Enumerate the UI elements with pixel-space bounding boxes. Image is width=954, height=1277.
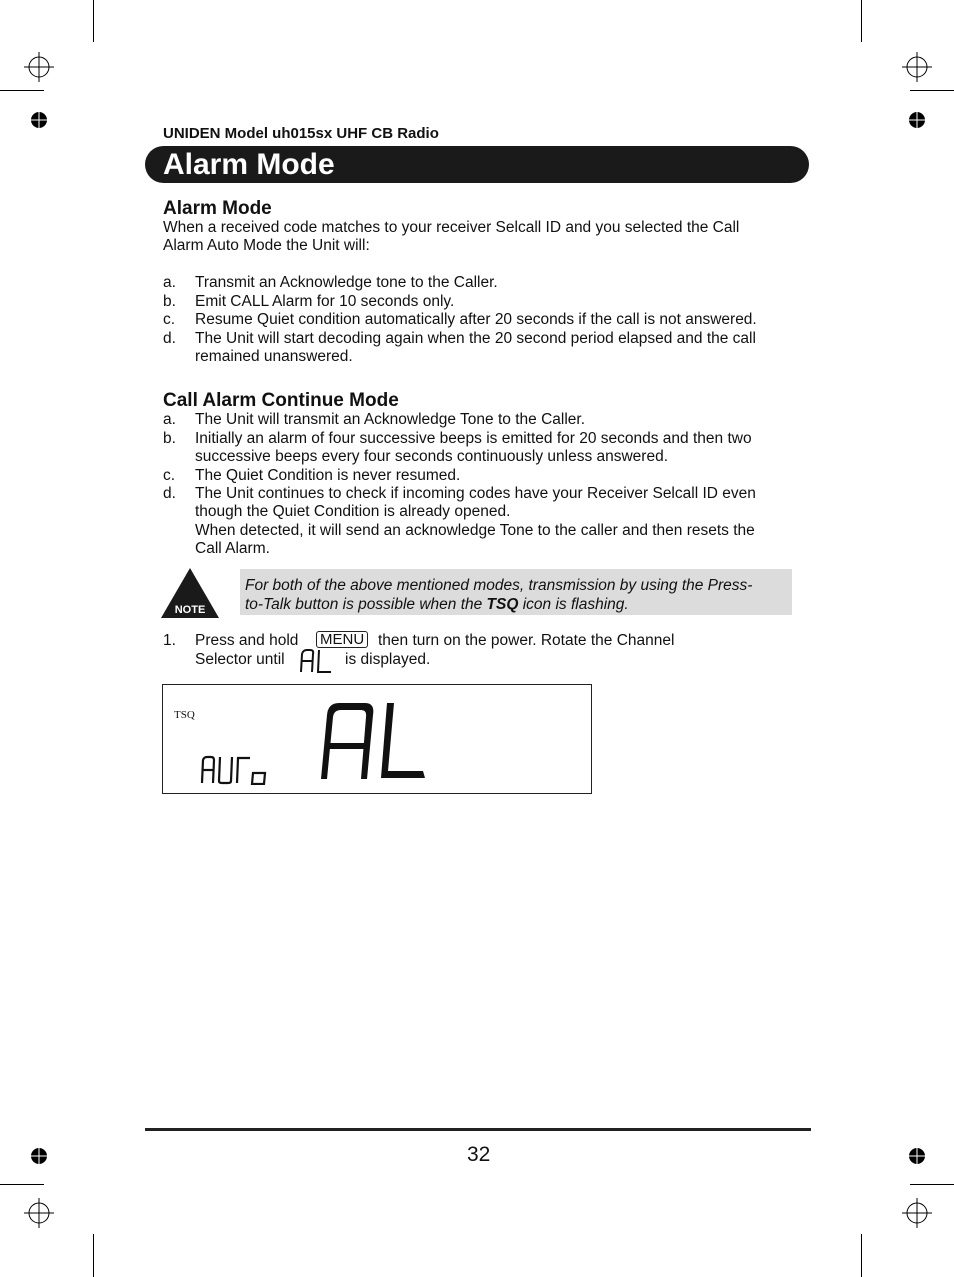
list-text-continued: Call Alarm. bbox=[195, 540, 270, 557]
al-segment-icon bbox=[298, 648, 334, 674]
intro-line: When a received code matches to your receiver Selcall ID and you selected the Call bbox=[163, 219, 740, 236]
registration-dot-icon bbox=[29, 1146, 49, 1166]
list-marker: a. bbox=[163, 274, 176, 291]
title-bar bbox=[145, 146, 809, 183]
note-text-tsq: TSQ bbox=[486, 595, 519, 613]
crop-mark bbox=[0, 90, 44, 91]
registration-dot-icon bbox=[907, 110, 927, 130]
step-text: is displayed. bbox=[345, 651, 431, 668]
crop-mark bbox=[910, 1184, 954, 1185]
list-text-continued: remained unanswered. bbox=[195, 348, 353, 365]
list-marker: b. bbox=[163, 293, 176, 310]
list-text: Initially an alarm of four successive beeps is emitted for 20 seconds and then two bbox=[195, 430, 752, 447]
crop-mark bbox=[910, 90, 954, 91]
note-text-line1: For both of the above mentioned modes, transmission by using the Press- bbox=[245, 577, 753, 594]
step-marker: 1. bbox=[163, 632, 176, 649]
al-large-segment-icon bbox=[315, 699, 427, 781]
menu-key-icon bbox=[316, 631, 368, 649]
list-text: Transmit an Acknowledge tone to the Caller. bbox=[195, 274, 498, 291]
section-heading-alarm-mode: Alarm Mode bbox=[163, 198, 272, 219]
list-marker: d. bbox=[163, 485, 176, 502]
header-model: UNIDEN Model uh015sx UHF CB Radio bbox=[163, 125, 439, 142]
registration-mark-icon bbox=[902, 1198, 932, 1228]
list-text: Emit CALL Alarm for 10 seconds only. bbox=[195, 293, 455, 310]
note-text-end: icon is flashing. bbox=[518, 595, 629, 613]
intro-line: Alarm Auto Mode the Unit will: bbox=[163, 237, 370, 254]
note-text bbox=[245, 577, 790, 614]
lcd-display bbox=[162, 684, 592, 794]
step-text: then turn on the power. Rotate the Channel bbox=[378, 632, 675, 649]
list-marker: a. bbox=[163, 411, 176, 428]
list-marker: b. bbox=[163, 430, 176, 447]
note-box bbox=[240, 569, 792, 615]
list-text: The Unit will transmit an Acknowledge Tone to the Caller. bbox=[195, 411, 585, 428]
step-text: Selector until bbox=[195, 651, 285, 668]
section-heading-call-alarm-continue: Call Alarm Continue Mode bbox=[163, 390, 399, 411]
list-marker: d. bbox=[163, 330, 176, 347]
list-text: The Unit will start decoding again when the 20 second period elapsed and the call bbox=[195, 330, 756, 347]
page-title: Alarm Mode bbox=[163, 148, 335, 181]
menu-key-label: MENU bbox=[316, 631, 368, 648]
crop-mark bbox=[93, 1234, 94, 1277]
registration-mark-icon bbox=[902, 52, 932, 82]
list-text: The Unit continues to check if incoming codes have your Receiver Selcall ID even bbox=[195, 485, 756, 502]
note-text-line2: to-Talk button is possible when the bbox=[245, 595, 487, 613]
crop-mark bbox=[0, 1184, 44, 1185]
crop-mark bbox=[93, 0, 94, 42]
list-text-continued: When detected, it will send an acknowledge Tone to the caller and then resets the bbox=[195, 522, 755, 539]
tsq-indicator: TSQ bbox=[174, 709, 195, 721]
list-text-continued: though the Quiet Condition is already opened. bbox=[195, 503, 511, 520]
registration-mark-icon bbox=[24, 1198, 54, 1228]
auto-segment-icon bbox=[199, 755, 271, 785]
note-badge-label: NOTE bbox=[174, 604, 206, 616]
step-text: Press and hold bbox=[195, 632, 299, 649]
list-text: The Quiet Condition is never resumed. bbox=[195, 467, 461, 484]
note-warning-icon bbox=[160, 567, 220, 619]
registration-dot-icon bbox=[907, 1146, 927, 1166]
list-marker: c. bbox=[163, 311, 176, 328]
crop-mark bbox=[861, 1234, 862, 1277]
list-text: Resume Quiet condition automatically after 20 seconds if the call is not answered. bbox=[195, 311, 757, 328]
list-marker: c. bbox=[163, 467, 176, 484]
list-text-continued: successive beeps every four seconds continuously unless answered. bbox=[195, 448, 669, 465]
registration-mark-icon bbox=[24, 52, 54, 82]
crop-mark bbox=[861, 0, 862, 42]
registration-dot-icon bbox=[29, 110, 49, 130]
page-number: 32 bbox=[467, 1143, 491, 1166]
footer-rule bbox=[145, 1128, 811, 1131]
